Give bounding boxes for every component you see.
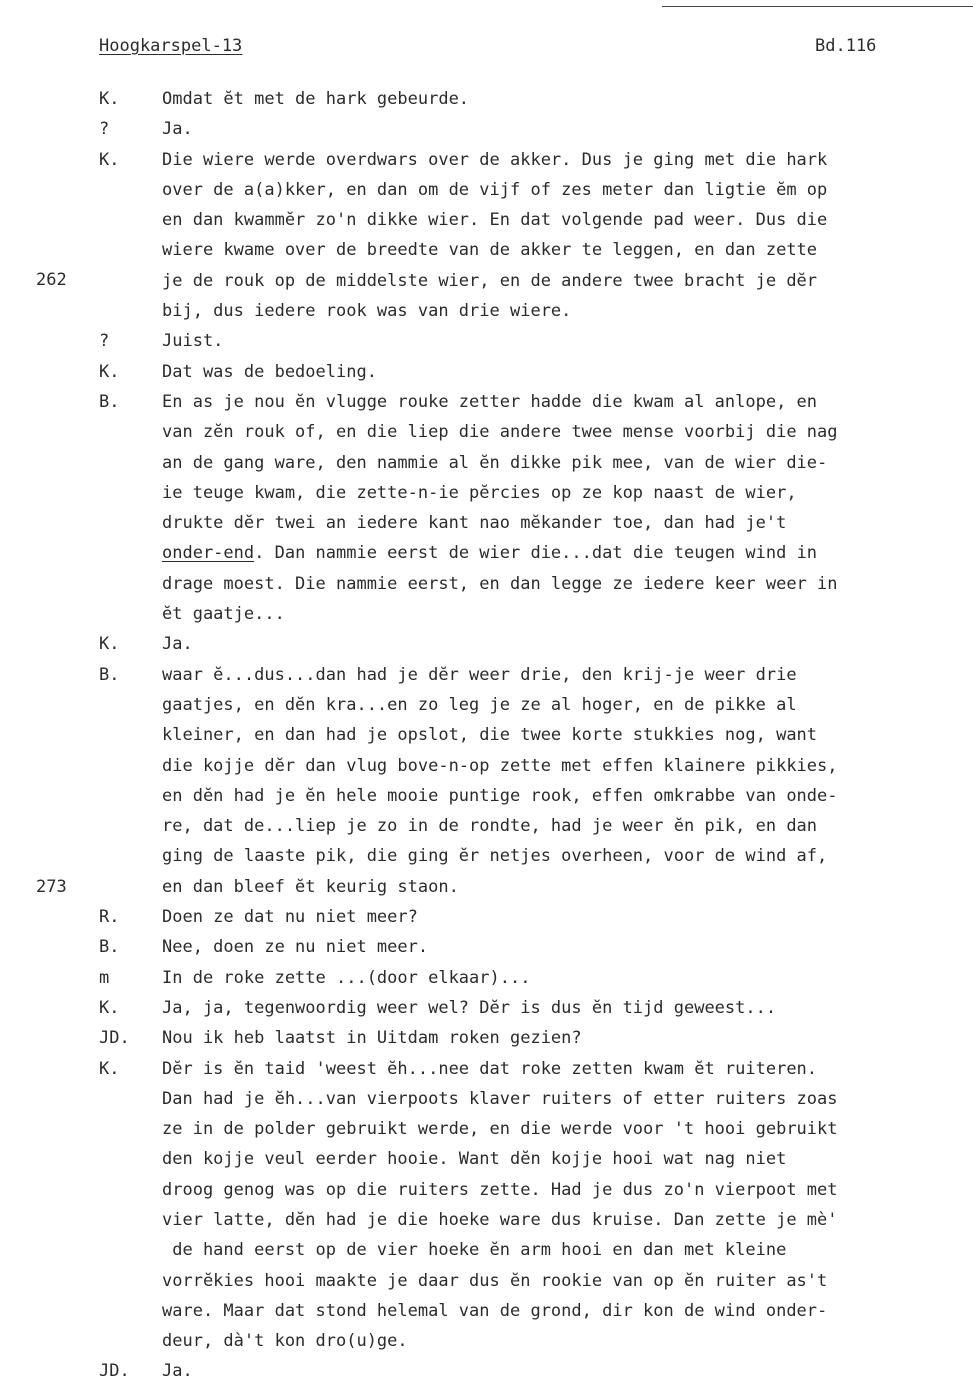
utterance-line: wiere kwame over de breedte van de akker te leggen, en dan zette <box>162 240 818 261</box>
speaker-label: JD. <box>99 1028 130 1049</box>
transcript-entry <box>0 326 973 356</box>
transcript-entry <box>0 1023 973 1053</box>
transcript-entry <box>0 993 973 1023</box>
speaker-label: K. <box>99 361 120 382</box>
speaker-label: K. <box>99 634 120 655</box>
speaker-label: B. <box>99 391 120 412</box>
top-rule <box>662 6 973 7</box>
utterance-line: en dan bleef ĕt keurig staon. <box>162 876 459 897</box>
utterance <box>162 114 973 144</box>
utterance-line: Ja. <box>162 119 193 140</box>
utterance-line: deur, dà't kon dro(u)ge. <box>162 1331 408 1352</box>
speaker-label: K. <box>99 149 120 170</box>
transcript-entry <box>0 114 973 144</box>
speaker-label: K. <box>99 1058 120 1079</box>
transcript-entry <box>0 387 973 629</box>
utterance-line: gaatjes, en dĕn kra...en zo leg je ze al hoger, en de pikke al <box>162 694 797 715</box>
utterance-line: drukte dĕr twei an iedere kant nao mĕkander toe, dan had je't <box>162 513 787 534</box>
utterance-line: ze in de polder gebruikt werde, en die werde voor 't hooi gebruikt <box>162 1119 838 1140</box>
transcript-entry <box>0 357 973 387</box>
utterance-line: die kojje dĕr dan vlug bove-n-op zette met effen klainere pikkies, <box>162 755 838 776</box>
utterance <box>162 629 973 659</box>
utterance-line: vorrĕkies hooi maakte je daar dus ĕn rookie van op ĕn ruiter as't <box>162 1270 828 1291</box>
utterance-line: Dan had je ĕh...van vierpoots klaver ruiters of etter ruiters zoas <box>162 1088 838 1109</box>
utterance <box>162 902 973 932</box>
utterance-line: drage moest. Die nammie eerst, en dan legge ze iedere keer weer in <box>162 573 838 594</box>
transcript-entry <box>0 1054 973 1357</box>
utterance-line: ĕt gaatje... <box>162 604 285 625</box>
speaker-label: B. <box>99 664 120 685</box>
utterance-line: Juist. <box>162 331 224 352</box>
margin-line-number: 273 <box>36 877 67 897</box>
transcript <box>0 84 973 1387</box>
speaker-label: ? <box>99 119 110 140</box>
utterance-line: onder-end. Dan nammie eerst de wier die...dat die teugen wind in <box>162 543 818 564</box>
utterance-line: En as je nou ĕn vlugge rouke zetter hadde die kwam al anlope, en <box>162 391 818 412</box>
utterance-line: je de rouk op de middelste wier, en de andere twee bracht je dĕr <box>162 270 818 291</box>
utterance <box>162 1023 973 1053</box>
utterance-line: ging de laaste pik, die ging ĕr netjes overheen, voor de wind af, <box>162 846 828 867</box>
document-title: Hoogkarspel-13 <box>99 36 243 56</box>
utterance-line: van zĕn rouk of, en die liep die andere twee mense voorbij die nag <box>162 422 838 443</box>
utterance <box>162 993 973 1023</box>
utterance <box>162 1054 973 1357</box>
speaker-label: K. <box>99 997 120 1018</box>
utterance-line: en dan kwammĕr zo'n dikke wier. En dat volgende pad weer. Dus die <box>162 210 828 231</box>
utterance-line: waar ĕ...dus...dan had je dĕr weer drie, den krij-je weer drie <box>162 664 797 685</box>
utterance <box>162 963 973 993</box>
utterance <box>162 932 973 962</box>
underlined-word: onder-end <box>162 543 255 564</box>
utterance-line: In de roke zette ...(door elkaar)... <box>162 967 531 988</box>
transcript-entry <box>0 145 973 327</box>
utterance-line: kleiner, en dan had je opslot, die twee korte stukkies nog, want <box>162 725 818 746</box>
utterance-line: ie teuge kwam, die zette-n-ie pĕrcies op ze kop naast de wier, <box>162 482 797 503</box>
speaker-label: R. <box>99 907 120 928</box>
utterance <box>162 660 973 902</box>
utterance-line: bij, dus iedere rook was van drie wiere. <box>162 301 572 322</box>
utterance-line: de hand eerst op de vier hoeke ĕn arm hooi en dan met kleine <box>162 1240 787 1261</box>
utterance-line: over de a(a)kker, en dan om de vijf of zes meter dan ligtie ĕm op <box>162 179 828 200</box>
utterance-line: Nou ik heb laatst in Uitdam roken gezien? <box>162 1028 582 1049</box>
utterance-line: Ja, ja, tegenwoordig weer wel? Dĕr is dus ĕn tijd geweest... <box>162 997 777 1018</box>
utterance-line: an de gang ware, den nammie al ĕn dikke pik mee, van de wier die- <box>162 452 828 473</box>
utterance-line: Die wiere werde overdwars over de akker. Dus je ging met die hark <box>162 149 828 170</box>
utterance-line: Dat was de bedoeling. <box>162 361 377 382</box>
utterance-line: Nee, doen ze nu niet meer. <box>162 937 429 958</box>
page-number: Bd.116 <box>815 36 877 56</box>
utterance <box>162 145 973 327</box>
speaker-label: JD. <box>99 1361 130 1382</box>
utterance-line: en dĕn had je ĕn hele mooie puntige rook, effen omkrabbe van onde- <box>162 785 838 806</box>
utterance <box>162 1356 973 1386</box>
utterance-line: Ja. <box>162 1361 193 1382</box>
utterance-line: Dĕr is ĕn taid 'weest ĕh...nee dat roke zetten kwam ĕt ruiteren. <box>162 1058 818 1079</box>
transcript-entry <box>0 932 973 962</box>
utterance <box>162 326 973 356</box>
utterance <box>162 84 973 114</box>
speaker-label: K. <box>99 89 120 109</box>
utterance-line: ware. Maar dat stond helemal van de grond, dir kon de wind onder- <box>162 1300 828 1321</box>
speaker-label: ? <box>99 331 110 352</box>
transcript-entry <box>0 963 973 993</box>
transcript-entry <box>0 1356 973 1386</box>
utterance-line: vier latte, dĕn had je die hoeke ware dus kruise. Dan zette je mè' <box>162 1209 838 1230</box>
transcript-entry <box>0 84 973 114</box>
transcript-entry <box>0 902 973 932</box>
speaker-label: m <box>99 967 110 988</box>
transcript-entry <box>0 629 973 659</box>
utterance <box>162 357 973 387</box>
margin-line-number: 262 <box>36 270 67 290</box>
utterance-line: Omdat ĕt met de hark gebeurde. <box>162 89 470 109</box>
utterance <box>162 387 973 629</box>
utterance-line: Doen ze dat nu niet meer? <box>162 907 418 928</box>
utterance-line: den kojje veul eerder hooie. Want dĕn kojje hooi wat nag niet <box>162 1149 787 1170</box>
speaker-label: B. <box>99 937 120 958</box>
transcript-entry <box>0 660 973 902</box>
utterance-line: Ja. <box>162 634 193 655</box>
utterance-line: droog genog was op die ruiters zette. Had je dus zo'n vierpoot met <box>162 1179 838 1200</box>
utterance-line: re, dat de...liep je zo in de rondte, had je weer ĕn pik, en dan <box>162 816 818 837</box>
